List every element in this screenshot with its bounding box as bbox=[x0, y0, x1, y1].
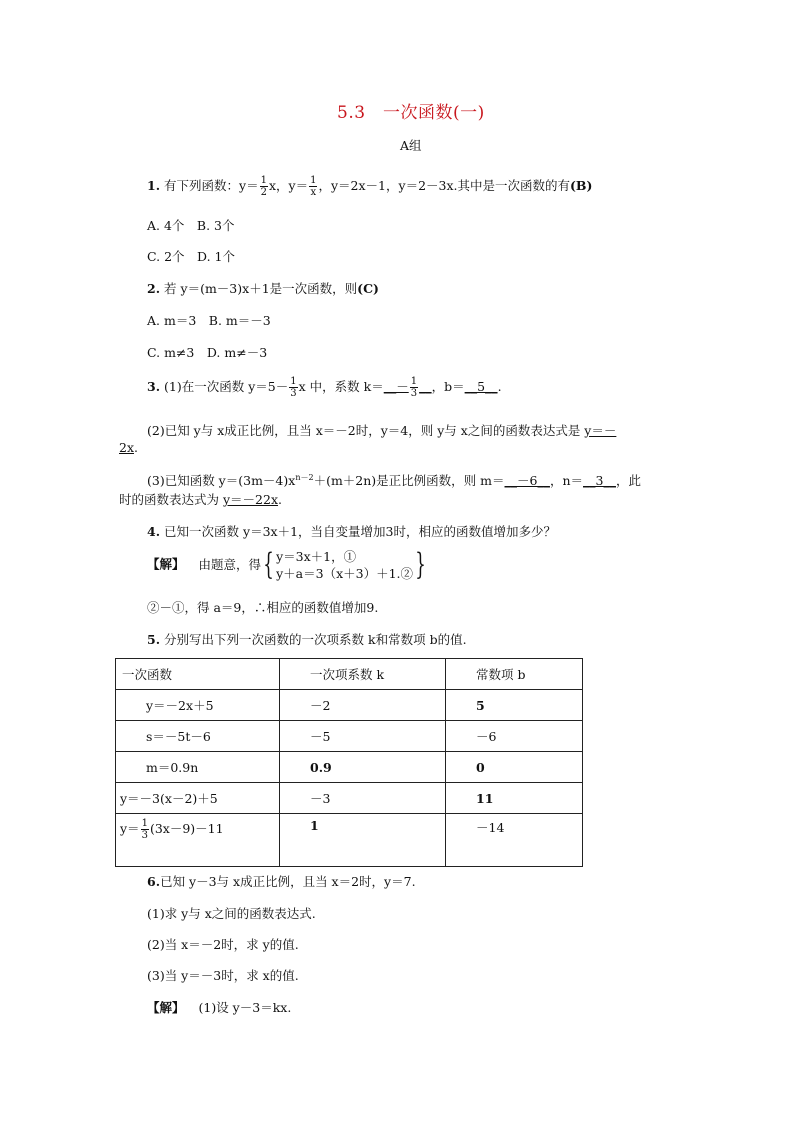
table-row bbox=[116, 783, 583, 814]
page-title: 5.3 一次函数(一) bbox=[337, 103, 485, 123]
question-6-sub-3: (3)当 y＝－3时，求 x的值. bbox=[147, 968, 299, 983]
question-number: 2. bbox=[147, 281, 161, 296]
table-header: 一次函数 bbox=[116, 659, 280, 690]
fraction: $\frac{1}{3}$ bbox=[290, 376, 297, 399]
question-number: 5. bbox=[147, 632, 161, 647]
table-cell: －5 bbox=[280, 721, 446, 752]
question-text: x 中，系数 k＝ bbox=[298, 379, 384, 394]
question-3-part-1: 3. (1)在一次函数 y＝5－ $\frac{1}{3}$ x 中，系数 k＝__－ $\frac{1}{3}$ __，b＝__5__. bbox=[147, 376, 502, 399]
table-cell: 5 bbox=[446, 690, 583, 721]
question-6-sub-2: (2)当 x＝－2时，求 y的值. bbox=[147, 937, 299, 952]
question-2 bbox=[147, 279, 379, 297]
answer-b: __5__ bbox=[464, 379, 498, 394]
solution-6: 【解】 (1)设 y－3＝kx. bbox=[147, 1000, 292, 1015]
solution-label: 【解】 bbox=[147, 1000, 185, 1015]
solution-4: 【解】 由题意，得{ y＝3x＋1，① y＋a＝3（x＋3）＋1.② } bbox=[147, 547, 426, 582]
table-row bbox=[116, 721, 583, 752]
question-4: 4. 已知一次函数 y＝3x＋1，当自变量增加3时，相应的函数值增加多少？ bbox=[147, 524, 556, 539]
table-cell: －3 bbox=[280, 783, 446, 814]
table-cell: 0 bbox=[446, 752, 583, 783]
options-row: A. m＝3 B. m＝－3 bbox=[147, 313, 271, 328]
question-text: 有下列函数：y＝ bbox=[164, 178, 259, 193]
table-cell: －14 bbox=[446, 814, 583, 867]
table-cell: －6 bbox=[446, 721, 583, 752]
question-text: 若 y＝(m－3)x＋1是一次函数，则 bbox=[164, 281, 358, 296]
answer-k: __－ $\frac{1}{3}$ __ bbox=[383, 376, 432, 399]
table-header: 一次项系数 k bbox=[280, 659, 446, 690]
solution-4-step: ②－①，得 a＝9，∴相应的函数值增加9. bbox=[147, 600, 379, 615]
table-cell: m＝0.9n bbox=[116, 752, 280, 783]
table-row bbox=[116, 752, 583, 783]
answer: (B) bbox=[570, 178, 593, 193]
table-cell: s＝－5t－6 bbox=[116, 721, 280, 752]
fraction: $\frac{1}{x}$ bbox=[310, 175, 317, 198]
table-header-row bbox=[116, 659, 583, 690]
question-number: 1. bbox=[147, 178, 161, 193]
equation-system: y＝3x＋1，① y＋a＝3（x＋3）＋1.② bbox=[276, 549, 414, 581]
coefficient-table bbox=[115, 658, 583, 867]
question-1 bbox=[147, 175, 592, 198]
table-cell: 11 bbox=[446, 783, 583, 814]
table-cell: －2 bbox=[280, 690, 446, 721]
question-3-part-3-cont: 时的函数表达式为 y＝－22x. bbox=[119, 492, 282, 507]
question-text: x，y＝ bbox=[268, 178, 309, 193]
question-text: ，y＝2x－1，y＝2－3x.其中是一次函数的有 bbox=[318, 178, 570, 193]
table-cell: y＝ $\frac{1}{3}$ (3x－9)－11 bbox=[116, 814, 280, 867]
table-row bbox=[116, 814, 583, 867]
right-brace: } bbox=[415, 547, 426, 582]
answer: (C) bbox=[357, 281, 379, 296]
answer: y＝－22x bbox=[222, 492, 279, 507]
options-row: A. 4个 B. 3个 bbox=[147, 218, 235, 233]
question-3-part-2: (2)已知 y与 x成正比例，且当 x＝－2时，y＝4，则 y与 x之间的函数表达式是 y＝－ bbox=[147, 423, 617, 438]
table-cell: y＝－2x＋5 bbox=[116, 690, 280, 721]
options-row: C. m≠3 D. m≠－3 bbox=[147, 345, 268, 360]
table-header: 常数项 b bbox=[446, 659, 583, 690]
question-3-part-2-cont: 2x. bbox=[119, 440, 138, 455]
answer: 2x bbox=[119, 440, 135, 455]
question-number: 4. bbox=[147, 524, 161, 539]
answer-m: __－6__ bbox=[504, 473, 550, 488]
question-number: 3. bbox=[147, 379, 161, 394]
answer-n: __3__ bbox=[583, 473, 616, 488]
question-6-sub-1: (1)求 y与 x之间的函数表达式. bbox=[147, 906, 316, 921]
options-row: C. 2个 D. 1个 bbox=[147, 249, 235, 264]
table-cell: 1 bbox=[280, 814, 446, 867]
answer: y＝－ bbox=[584, 423, 617, 438]
question-3-part-3: (3)已知函数 $y=(3m-4)x^{n-2}+(m+2n)$是正比例函数，则 m＝__－6__，n＝__3__，此 bbox=[147, 472, 641, 488]
table-row bbox=[116, 690, 583, 721]
left-brace: { bbox=[263, 547, 274, 582]
solution-label: 【解】 bbox=[147, 556, 185, 572]
table-cell: 0.9 bbox=[280, 752, 446, 783]
question-text: ，b＝ bbox=[431, 379, 465, 394]
group-label: A组 bbox=[400, 138, 422, 153]
question-text: (1)在一次函数 y＝5－ bbox=[164, 379, 289, 394]
question-5: 5. 分别写出下列一次函数的一次项系数 k和常数项 b的值. bbox=[147, 632, 467, 647]
question-number: 6. bbox=[147, 874, 161, 889]
fraction: $\frac{1}{2}$ bbox=[260, 175, 267, 198]
question-6: 6.已知 y－3与 x成正比例，且当 x＝2时，y＝7. bbox=[147, 874, 416, 889]
table-cell: y＝－3(x－2)＋5 bbox=[116, 783, 280, 814]
